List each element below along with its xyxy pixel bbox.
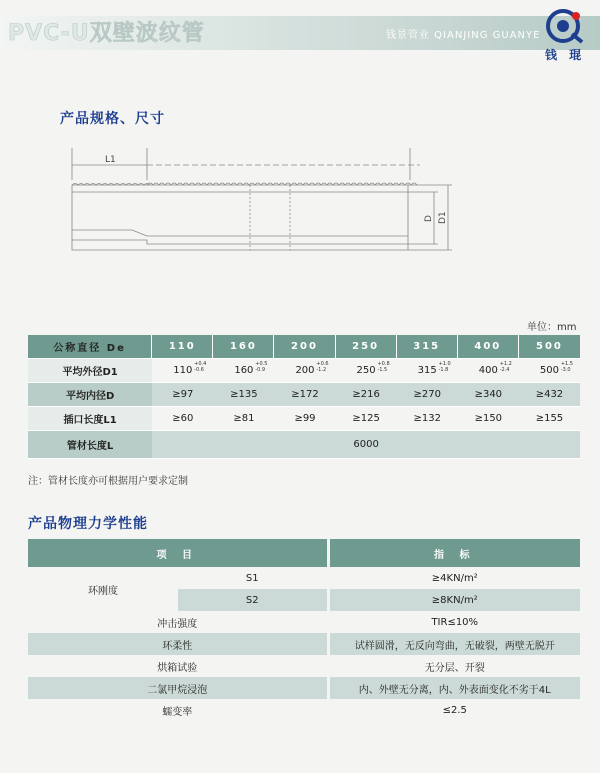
table-row [28,633,580,655]
phys-header-row [28,539,580,567]
cell-value: 160 [234,365,254,376]
spec-header-label: 公称直径 De [28,335,152,359]
cell-value: 400 [478,365,498,376]
size-header: 160 [213,335,274,359]
row-label: 平均内径D [28,383,152,407]
cell-value: 试样圆滑，无反向弯曲，无破裂，两壁无脱开 [328,633,580,655]
footnote: 注：管材长度亦可根据用户要求定制 [28,476,188,487]
index-column-header: 指 标 [328,539,580,567]
cell-value: ≥150 [458,407,519,431]
cell-value: ≥8KN/m² [328,589,580,611]
tol-plus: +1.5 [560,361,573,367]
cell-value: ≥270 [397,383,458,407]
tol-plus: +0.4 [194,361,207,367]
tol-minus: -0.6 [194,367,204,373]
size-header: 400 [458,335,519,359]
cell-value: ≥81 [213,407,274,431]
cell-value: ≥155 [519,407,580,431]
cell-value: ≥216 [336,383,397,407]
tol-plus: +0.5 [255,361,268,367]
table-row [28,677,580,699]
row-label: 冲击强度 [28,611,328,633]
table-row [28,383,580,407]
size-header: 200 [274,335,335,359]
table-row [28,699,580,721]
table-row [28,567,580,589]
logo-text: 钱 琨 [545,48,586,62]
row-label: 管材长度L [28,431,152,459]
tol-plus: +0.6 [316,361,329,367]
spec-header-row [28,335,580,359]
unit-label: 单位：mm [527,322,577,333]
cell-value: 110 [173,365,193,376]
size-header: 315 [397,335,458,359]
cell-value: ≥99 [274,407,335,431]
size-header: 110 [152,335,213,359]
tol-minus: -1.2 [316,367,327,373]
cell-value: ≥172 [274,383,335,407]
tol-minus: -3.0 [560,367,571,373]
tol-minus: -0.9 [255,367,266,373]
cell-value: ≥132 [397,407,458,431]
sub-label: S1 [178,567,328,589]
tol-plus: +1.2 [499,361,512,367]
row-label: 蠕变率 [28,699,328,721]
tol-minus: -2.4 [499,367,510,373]
table-row [28,431,580,459]
cell-value: 500 [539,365,559,376]
table-row [28,359,580,383]
cell-value: ≥97 [152,383,213,407]
tol-minus: -1.5 [377,367,388,373]
row-label: 平均外径D1 [28,359,152,383]
size-header: 500 [519,335,580,359]
cell-value: 250 [356,365,376,376]
cell-value: ≥60 [152,407,213,431]
cell-value: ≥4KN/m² [431,572,478,584]
table-row [28,611,580,633]
cell-value: ≥125 [336,407,397,431]
size-header: 250 [336,335,397,359]
spec-table [28,335,580,459]
cell-value: 内、外壁无分离，内、外表面变化不劣于4L [328,677,580,699]
row-label: 二氯甲烷浸泡 [28,677,328,699]
cell-value: ≥135 [213,383,274,407]
pipe-drawing [50,140,470,270]
page-title: PVC-U双壁波纹管 [8,21,205,46]
row-label: 插口长度L1 [28,407,152,431]
cell-value: 200 [295,365,315,376]
item-column-header: 项 目 [28,539,328,567]
cell-value: 6000 [152,431,580,459]
tol-minus: -1.8 [438,367,449,373]
sub-label: S2 [178,589,328,611]
company-name: 钱景管业 QIANJING GUANYE [386,30,541,41]
l1-label: L1 [105,155,116,165]
d1-label: D1 [438,211,448,224]
d-label: D [424,215,434,222]
cell-value: TIR≤10% [431,616,479,628]
cell-value: ≥432 [519,383,580,407]
table-row [28,655,580,677]
row-label: 烘箱试验 [28,655,328,677]
cell-value: 无分层、开裂 [424,662,485,674]
section-title-physical: 产品物理力学性能 [28,516,148,532]
row-label: 环柔性 [28,633,328,655]
cell-value: 315 [417,365,437,376]
tol-plus: +1.0 [438,361,451,367]
cell-value: ≤2.5 [442,704,467,716]
company-logo-icon [542,8,588,44]
section-title-specs: 产品规格、尺寸 [60,111,165,127]
table-row [28,407,580,431]
row-label: 环刚度 [88,585,118,597]
cell-value: ≥340 [458,383,519,407]
tol-plus: +0.8 [377,361,390,367]
physical-properties-table [28,539,580,721]
